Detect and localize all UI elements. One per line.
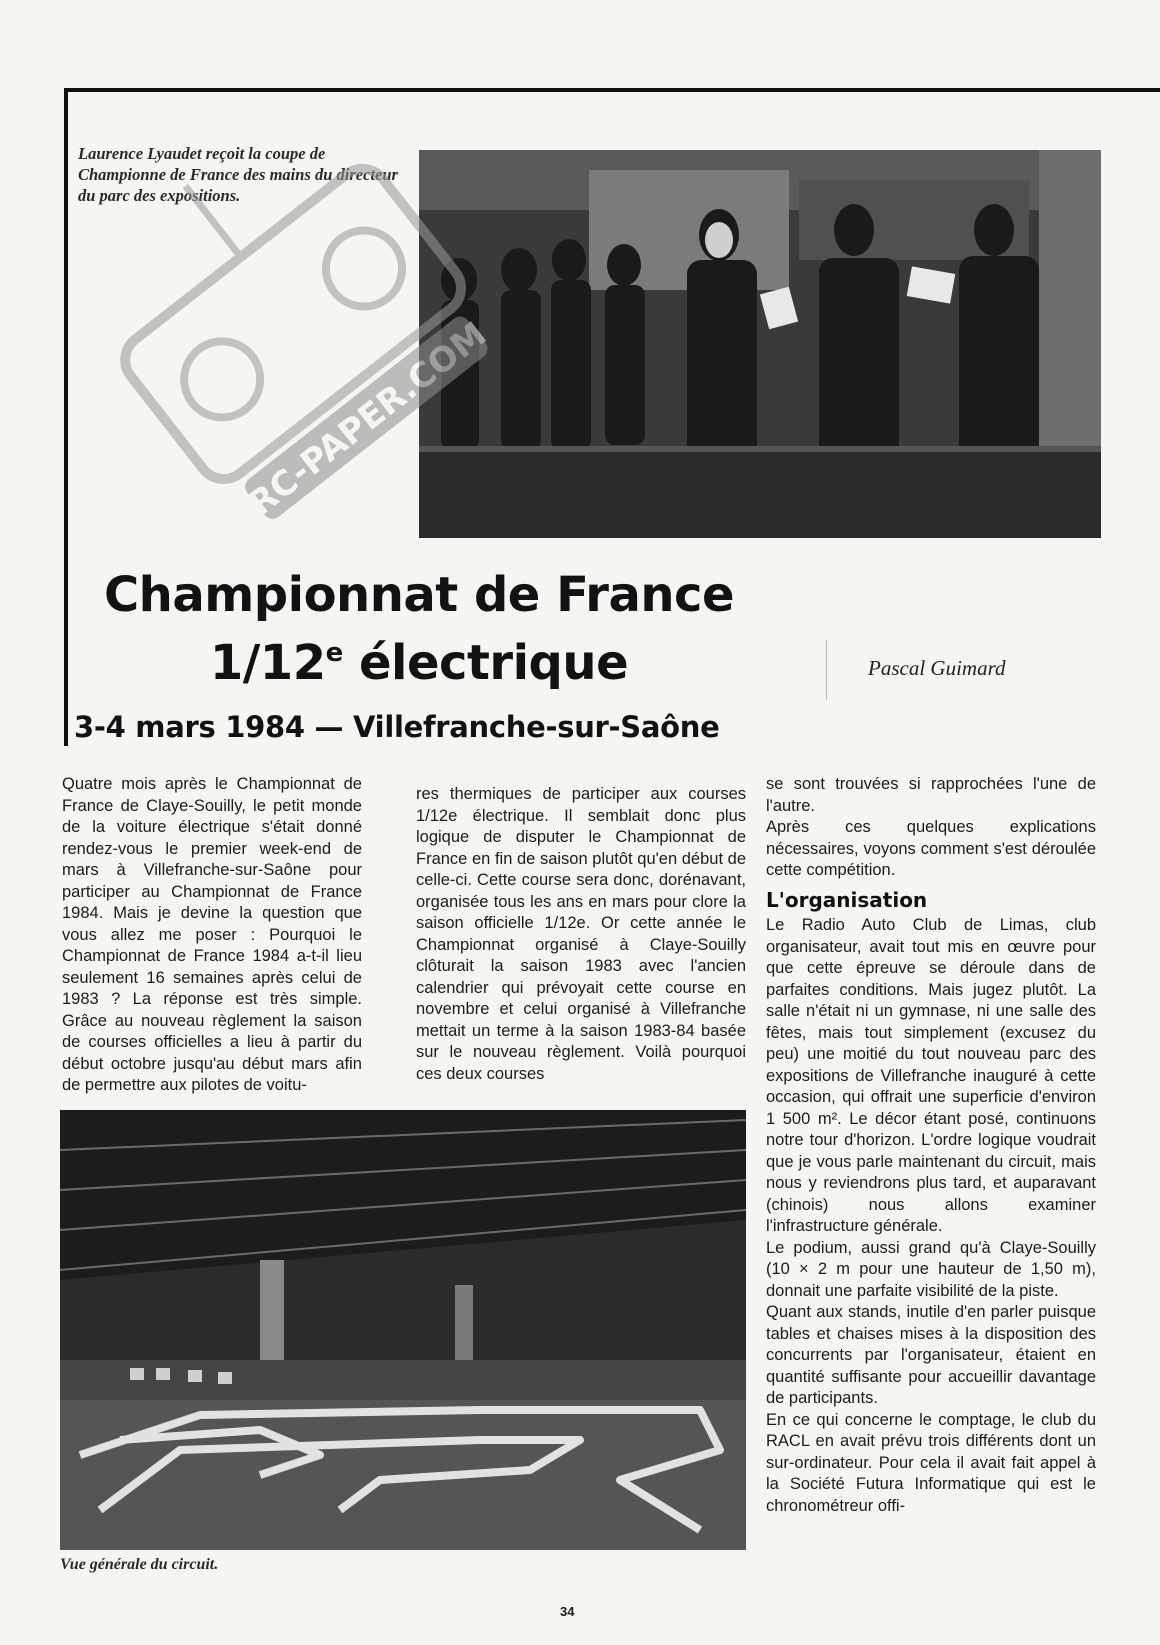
circuit-overview-photo bbox=[60, 1110, 746, 1550]
top-rule bbox=[64, 88, 1160, 92]
column-2-paragraph: res thermiques de participer aux courses 1/12e électrique. Il semblait donc plus logique de disputer le Championnat de France en fin de saison plutôt qu'en début de celle-ci. Cette course sera donc, dorénavant, organisée tous les ans en mars pour clore la saison officielle 1/12e. Or cette année le Championnat organisé à Claye-Souilly clôturait la saison 1983 avec l'ancien calendrier qui prévoyait cette course en novembre et celui organisé à Villefranche mettait un terme à la saison 1983-84 basée sur le nouveau règlement. Voilà pourquoi ces deux courses bbox=[416, 785, 746, 1083]
column-3-paragraph-5: Quant aux stands, inutile d'en parler puisque tables et chaises mises à la disposition des concurrents par l'organisateur, étaient en quantité suffisante pour accueillir davantage de participants. bbox=[766, 1303, 1096, 1407]
column-3-paragraph-4: Le podium, aussi grand qu'à Claye-Souilly (10 × 2 m pour une hauteur de 1,50 m), donnait une parfaite visibilité de la piste. bbox=[766, 1238, 1096, 1300]
title-line-2-rest: électrique bbox=[342, 635, 629, 691]
article-title bbox=[74, 566, 764, 692]
photo-caption-bottom: Vue générale du circuit. bbox=[60, 1556, 219, 1573]
award-ceremony-photo bbox=[419, 150, 1101, 538]
section-heading-organisation: L'organisation bbox=[766, 887, 928, 912]
watermark-rc-paper bbox=[90, 120, 490, 520]
column-3-paragraph-3: Le Radio Auto Club de Limas, club organisateur, avait tout mis en œuvre pour que cette épreuve se déroule dans de parfaites conditions. Mais jugez plutôt. La salle n'était ni un gymnase, ni une salle des fêtes, mais tout simplement (excusez du peu) une moitié du tout nouveau parc des expositions de Villefranche inauguré à cette occasion, qui offrait une superficie d'environ 1 500 m². Le décor étant posé, continuons notre tour d'horizon. L'ordre logique voudrait que je vous parle maintenant du circuit, mais nous y reviendrons plus tard, et auparavant (chinois) nous allons examiner l'infrastructure générale. bbox=[766, 916, 1096, 1235]
column-3-paragraph-2: Après ces quelques explications nécessaires, voyons comment s'est déroulée cette compétition. bbox=[766, 818, 1096, 879]
title-fraction: 1/12 bbox=[209, 635, 326, 691]
text-column-3 bbox=[766, 774, 1096, 1550]
column-3-paragraph-6: En ce qui concerne le comptage, le club du RACL en avait prévu trois différents dont un sur-ordinateur. Pour cela il avait fait appel à la Société Futura Informatique qui est le chronométreur offi- bbox=[766, 1410, 1096, 1515]
author-name: Pascal Guimard bbox=[868, 656, 1006, 680]
title-superscript: e bbox=[325, 638, 343, 668]
column-3-intro: se sont trouvées si rapprochées l'une de l'autre. bbox=[766, 775, 1096, 815]
title-line-1: Championnat de France bbox=[103, 567, 735, 623]
author-divider bbox=[826, 640, 827, 700]
article-subtitle: 3-4 mars 1984 — Villefranche-sur-Saône bbox=[74, 710, 720, 744]
photo-caption-top: Laurence Lyaudet reçoit la coupe de Championne de France des mains du directeur du parc des expositions. bbox=[78, 144, 398, 205]
text-column-1 bbox=[62, 774, 362, 1097]
watermark-text: RC-PAPER.COM bbox=[241, 314, 490, 520]
page-number: 34 bbox=[560, 1604, 575, 1619]
text-column-2 bbox=[416, 784, 746, 1085]
column-1-paragraph: Quatre mois après le Championnat de France de Claye-Souilly, le petit monde de la voiture électrique s'était donné rendez-vous le premier week-end de mars à Villefranche-sur-Saône pour participer au Championnat de France 1984. Mais je devine la question que vous allez me poser : Pourquoi le Championnat de France 1984 a-t-il lieu seulement 16 semaines après celui de 1983 ? La réponse est très simple. Grâce au nouveau règlement la saison de courses officielles a lieu à partir du début octobre jusqu'au début mars afin de permettre aux pilotes de voitu- bbox=[62, 775, 362, 1094]
left-rule bbox=[64, 88, 68, 746]
